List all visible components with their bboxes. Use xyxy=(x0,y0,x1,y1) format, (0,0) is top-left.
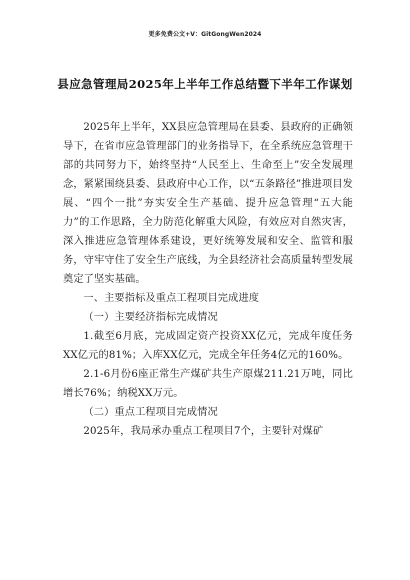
document-body xyxy=(63,118,353,441)
document-title: 县应急管理局2025年上半年工作总结暨下半年工作谋划 xyxy=(57,77,353,91)
intro-paragraph: 2025年上半年，XX县应急管理局在县委、县政府的正确领导下，在省市应急管理部门的业务指导下，在全系统应急管理干部的共同努力下，始终坚持“人民至上、生命至上”安全发展理念，紧紧围绕县委、县政府中心工作，以“五条路径”推进项目发展、“四个一批”夯实安全生产基础、提升应急管理“五大能力”的工作思路，全力防范化解重大风险，有效应对自然灾害，深入推进应急管理体系建设，更好统筹发展和安全、监管和服务，守牢守住了安全生产底线，为全县经济社会高质量转型发展奠定了坚实基础。 xyxy=(63,122,353,285)
subsection-heading-2: （二）重点工程项目完成情况 xyxy=(83,407,218,418)
top-watermark: 更多免费公文+V：GitGongWen2024 xyxy=(148,31,262,38)
project-paragraph: 2025年，我局承办重点工程项目7个，主要针对煤矿 xyxy=(83,426,324,437)
indicator-item-1: 1.截至6月底，完成固定资产投资XX亿元，完成年度任务XX亿元的81%；入库XX亿元，完成全年任务4亿元的160%。 xyxy=(63,331,353,361)
section-heading-1: 一、主要指标及重点工程项目完成进度 xyxy=(83,293,260,304)
subsection-heading-1: （一）主要经济指标完成情况 xyxy=(83,312,218,323)
indicator-item-2: 2.1-6月份6座正常生产煤矿共生产原煤211.21万吨，同比增长76%；纳税XX万元。 xyxy=(63,369,353,399)
